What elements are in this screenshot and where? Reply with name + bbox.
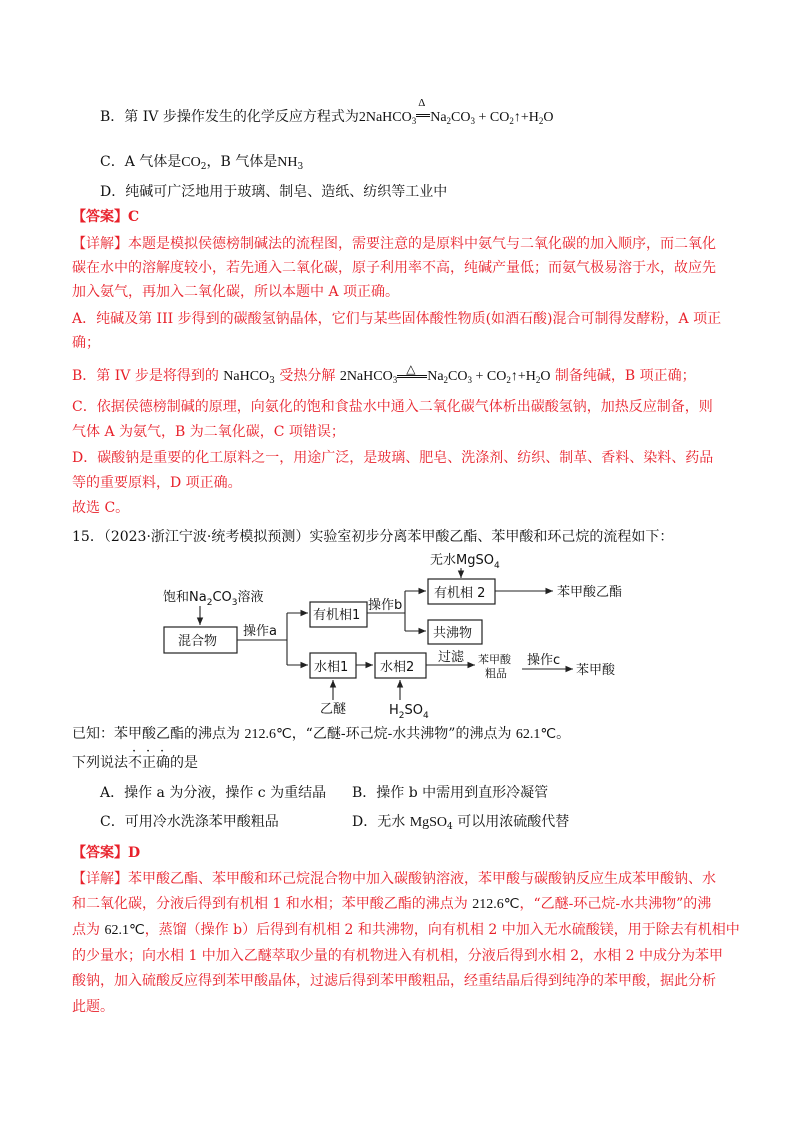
crude-label-2: 粗品 (485, 667, 507, 680)
ether-label: 乙醚 (320, 702, 347, 717)
azeo-label: 共沸物 (433, 626, 473, 641)
answer-14: 【答案】C (72, 209, 140, 225)
option-b-text: B．第 IV 步操作发生的化学反应方程式为 (100, 109, 359, 125)
detail-15-line-3: 点为 62.1℃，蒸馏（操作 b）后得到有机相 2 和共沸物，向有机相 2 中加入无水硫酸镁，用于除去有机相中 (72, 922, 740, 938)
choice-d: D．无水 MgSO$_4$ 可以用浓硫酸代替 (352, 814, 570, 832)
aq1-label: 水相1 (314, 660, 349, 675)
choice-c: C．可用冷水洗涤苯甲酸粗品 (100, 814, 279, 830)
ester-label: 苯甲酸乙酯 (557, 585, 623, 600)
choice-b: B．操作 b 中需用到直形冷凝管 (352, 785, 549, 801)
option-d: D．纯碱可广泛地用于玻璃、制皂、造纸、纺织等工业中 (100, 184, 448, 200)
question-15: 15．（2023·浙江宁波·统考模拟预测）实验室初步分离苯甲酸乙酯、苯甲酸和环己烷的流程如下： (72, 529, 674, 545)
question-ask: 下列说法不正确的是 (72, 755, 198, 771)
detail-14-line-2: 碳在水中的溶解度较小，若先通入二氧化碳，原子利用率不高，纯碱产量低；而氨气极易溶于水，故应先 (72, 260, 716, 276)
known-conditions: 已知：苯甲酸乙酯的沸点为 212.6℃，“乙醚-环己烷-水共沸物”的沸点为 62.1℃。 (72, 726, 571, 742)
detail-14-line-4: A．纯碱及第 III 步得到的碳酸氢钠晶体，它们与某些固体酸性物质(如酒石酸)混合可制得发酵粉，A 项正 (72, 311, 722, 327)
detail-15-line-6: 此题。 (72, 999, 114, 1015)
choose-14: 故选 C。 (72, 500, 130, 516)
acid-label: 苯甲酸 (576, 663, 616, 678)
detail-15-line-4: 的少量水；向水相 1 中加入乙醚萃取少量的有机物进入有机相，分液后得到水相 2，水相 2 中成分为苯甲 (72, 948, 723, 964)
org1-label: 有机相1 (313, 608, 361, 623)
detail-14-b: B．第 IV 步是将得到的 NaHCO$_3$ 受热分解 2NaHCO$_3$ △ $Na_2CO_3$ + $CO_2↑+H_2O$ 制备纯碱，B 项正确； (72, 362, 696, 386)
detail-14-c-1: C．依据侯德榜制碱的原理，向氨化的饱和食盐水中通入二氧化碳气体析出碳酸氢钠，加热反应制备，则 (72, 399, 713, 415)
answer-15: 【答案】D (72, 845, 141, 861)
filter-label: 过滤 (438, 650, 465, 665)
aq2-label: 水相2 (380, 660, 415, 675)
org2-label: 有机相 2 (434, 586, 486, 601)
op-a-label: 操作a (243, 624, 277, 639)
anhydrous-mgso4-label: 无水MgSO$_4$ (430, 553, 500, 571)
mixture-label: 混合物 (178, 634, 218, 649)
op-b-label: 操作b (368, 598, 403, 613)
detail-15-line-5: 酸钠，加入硫酸反应得到苯甲酸晶体，过滤后得到苯甲酸粗品，经重结晶后得到纯净的苯甲酸，据此分析 (72, 973, 716, 989)
detail-15-line-1: 【详解】苯甲酸乙酯、苯甲酸和环己烷混合物中加入碳酸钠溶液，苯甲酸与碳酸钠反应生成苯甲酸钠、水 (72, 871, 716, 887)
h2so4-label: $H_2SO_4$ (389, 703, 429, 721)
choice-a: A．操作 a 为分液，操作 c 为重结晶 (100, 785, 327, 801)
detail-14-d-1: D．碳酸钠是重要的化工原料之一，用途广泛，是玻璃、肥皂、洗涤剂、纺织、制革、香料、染料、药品 (72, 450, 714, 466)
detail-15-line-2: 和二氧化碳，分液后得到有机相 1 和水相；苯甲酸乙酯的沸点为 212.6℃，“乙醚-环己烷-水共沸物”的沸 (72, 896, 712, 912)
option-c: C．A 气体是$CO_2$，B 气体是$NH_3$ (100, 154, 304, 172)
detail-14-line-1: 【详解】本题是模拟侯德榜制碱法的流程图，需要注意的是原料中氨气与二氧化碳的加入顺序，而二氧化 (72, 236, 716, 252)
equation-b: 2NaHCO$_3$ Δ $Na_2CO_3$ + $CO_2↑+H_2O$ (358, 97, 554, 126)
detail-14-c-2: 气体 A 为氨气，B 为二氧化碳，C 项错误； (72, 424, 345, 440)
detail-14-d-2: 等的重要原料，D 项正确。 (72, 475, 242, 491)
saturated-na2co3-label: 饱和$Na_2CO_3$溶液 (163, 590, 264, 608)
crude-label-1: 苯甲酸 (478, 653, 511, 666)
op-c-label: 操作c (527, 653, 561, 668)
detail-14-line-3: 加入氨气，再加入二氧化碳，所以本题中 A 项正确。 (72, 284, 400, 300)
detail-14-line-5: 确； (72, 335, 100, 351)
